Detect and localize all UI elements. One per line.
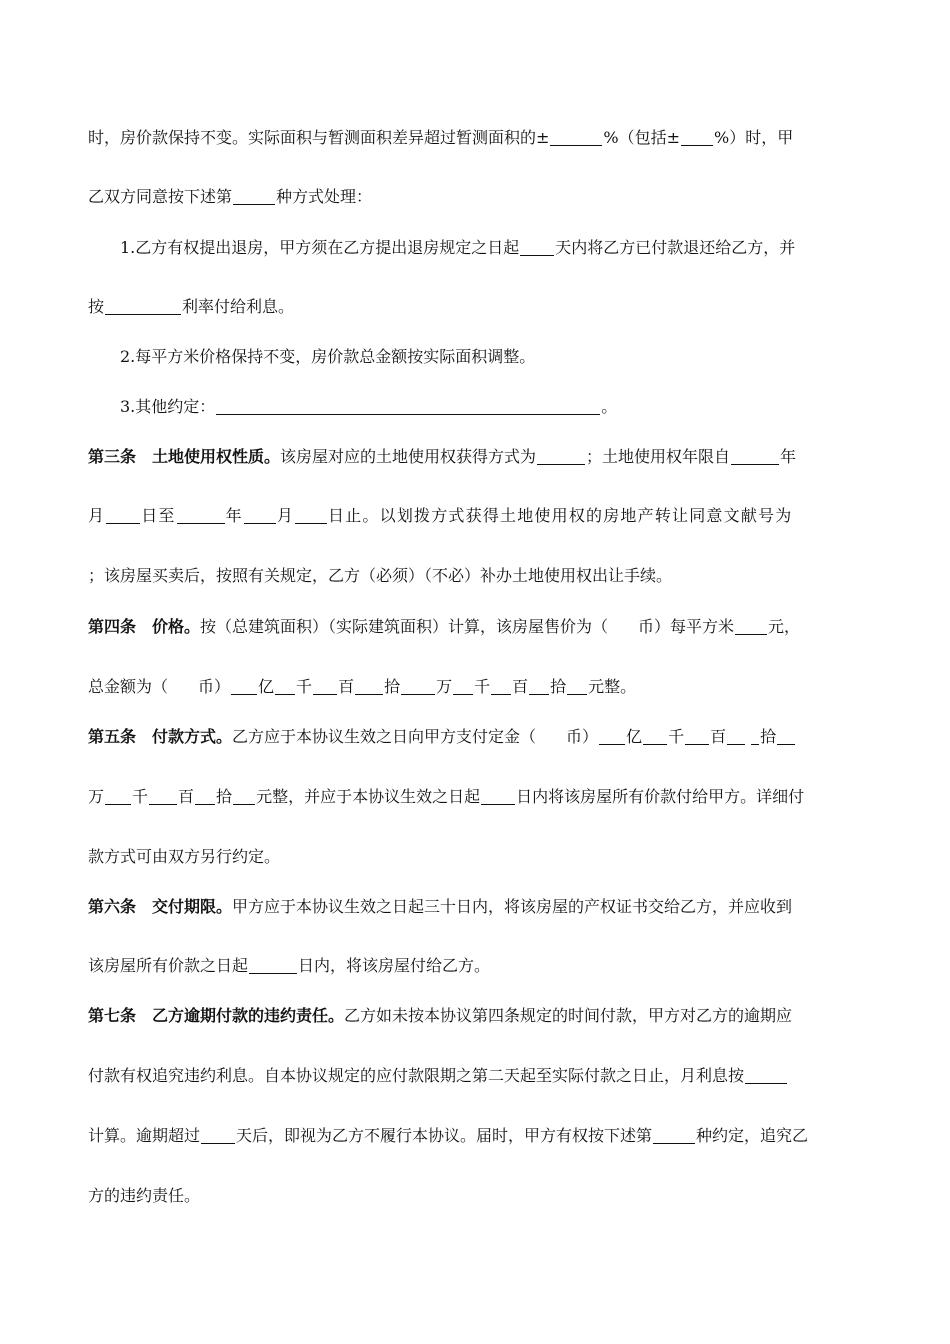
fill-blank[interactable] bbox=[653, 1127, 695, 1144]
fill-blank[interactable] bbox=[491, 678, 511, 695]
fill-blank[interactable] bbox=[106, 507, 140, 524]
text: 日止。以划拨方式获得土地使用权的房地产转让同意文献号为 bbox=[328, 506, 793, 525]
fill-blank[interactable] bbox=[599, 728, 625, 745]
article-4-line-2 bbox=[88, 677, 862, 697]
fill-blank[interactable] bbox=[685, 728, 709, 745]
text: 种约定，追究乙 bbox=[696, 1126, 809, 1145]
text: 甲方应于本协议生效之日起三十日内，将该房屋的产权证书交给乙方，并应收到 bbox=[232, 897, 793, 916]
text: 拾 bbox=[550, 677, 567, 696]
option-line-1 bbox=[120, 238, 862, 258]
text: 付款有权追究违约利息。自本协议规定的应付款限期之第二天起至实际付款之日止，月利息按 bbox=[88, 1066, 745, 1085]
fill-blank[interactable] bbox=[216, 398, 600, 415]
fill-blank[interactable] bbox=[777, 728, 795, 745]
article-6-line-1 bbox=[88, 897, 862, 917]
article-3-line-3 bbox=[88, 566, 862, 586]
article-7-line-1 bbox=[88, 1006, 862, 1026]
text: 万 bbox=[88, 787, 105, 806]
text: 年 bbox=[225, 506, 243, 525]
fill-blank[interactable] bbox=[550, 129, 602, 146]
article-3-line-2 bbox=[88, 506, 862, 526]
article-3-line-1 bbox=[88, 447, 862, 467]
fill-blank[interactable] bbox=[201, 1127, 235, 1144]
text: 拾 bbox=[216, 787, 233, 806]
text: 天内将乙方已付款退还给乙方，并 bbox=[555, 238, 796, 257]
article-5-line-2 bbox=[88, 787, 862, 807]
text: 种方式处理： bbox=[276, 187, 373, 206]
paragraph-line bbox=[88, 297, 862, 317]
text: 2.每平方米价格保持不变，房价款总金额按实际面积调整。 bbox=[120, 347, 536, 366]
paragraph-line bbox=[88, 128, 862, 148]
article-7-heading: 第七条 乙方逾期付款的违约责任。 bbox=[88, 1006, 345, 1025]
fill-blank[interactable] bbox=[520, 239, 554, 256]
text: 乙方应于本协议生效之日向甲方支付定金（ bbox=[232, 727, 537, 746]
text: 利率付给利息。 bbox=[182, 297, 295, 316]
fill-blank[interactable] bbox=[244, 507, 276, 524]
article-5-heading: 第五条 付款方式。 bbox=[88, 727, 233, 746]
text: 币） bbox=[198, 677, 231, 696]
fill-blank[interactable] bbox=[233, 788, 255, 805]
text: 日内将该房屋所有价款付给甲方。详细付 bbox=[516, 787, 805, 806]
text: 按 bbox=[88, 297, 105, 316]
text: 该房屋对应的土地使用权获得方式为 bbox=[280, 447, 537, 466]
text: 百 bbox=[178, 787, 195, 806]
text: 1.乙方有权提出退房，甲方须在乙方提出退房规定之日起 bbox=[120, 238, 520, 257]
paragraph-line bbox=[88, 187, 862, 207]
article-5-line-3 bbox=[88, 847, 862, 867]
text: 拾 bbox=[760, 727, 777, 746]
fill-blank[interactable] bbox=[567, 678, 587, 695]
text: 3.其他约定： bbox=[120, 397, 216, 416]
text: 乙双方同意按下述第 bbox=[88, 187, 233, 206]
option-line-2 bbox=[120, 347, 862, 367]
text: 天后，即视为乙方不履行本协议。届时，甲方有权按下述第 bbox=[236, 1126, 653, 1145]
fill-blank[interactable] bbox=[149, 788, 177, 805]
text: 按（总建筑面积）（实际建筑面积）计算，该房屋售价为（ bbox=[200, 617, 609, 636]
text: 款方式可由双方另行约定。 bbox=[88, 847, 281, 866]
fill-blank[interactable] bbox=[233, 188, 275, 205]
text: 亿 bbox=[626, 727, 643, 746]
text: 百 bbox=[512, 677, 529, 696]
text: 日至 bbox=[141, 506, 176, 525]
text: 方的违约责任。 bbox=[88, 1186, 201, 1205]
fill-blank[interactable] bbox=[481, 788, 515, 805]
text: 乙方如未按本协议第四条规定的时间付款，甲方对乙方的逾期应 bbox=[344, 1006, 793, 1025]
text: 千 bbox=[296, 677, 313, 696]
text: %（包括± bbox=[603, 128, 681, 147]
option-line-3 bbox=[120, 397, 862, 417]
article-4-line-1 bbox=[88, 617, 862, 637]
fill-blank[interactable] bbox=[275, 678, 295, 695]
text: 总金额为（ bbox=[88, 677, 169, 696]
text: %）时，甲 bbox=[714, 128, 794, 147]
fill-blank[interactable] bbox=[453, 678, 473, 695]
text: 币） bbox=[566, 727, 599, 746]
text: 百 bbox=[710, 727, 727, 746]
fill-blank[interactable] bbox=[355, 678, 383, 695]
fill-blank[interactable] bbox=[731, 448, 779, 465]
text: 币）每平方米 bbox=[638, 617, 735, 636]
fill-blank[interactable] bbox=[177, 507, 225, 524]
text: 元整，并应于本协议生效之日起 bbox=[256, 787, 481, 806]
fill-blank[interactable] bbox=[745, 1067, 787, 1084]
article-6-heading: 第六条 交付期限。 bbox=[88, 897, 233, 916]
fill-blank[interactable] bbox=[105, 788, 131, 805]
text: 亿 bbox=[258, 677, 275, 696]
fill-blank[interactable] bbox=[195, 788, 215, 805]
text: 拾 bbox=[384, 677, 401, 696]
fill-blank[interactable] bbox=[727, 728, 745, 745]
article-6-line-2 bbox=[88, 956, 862, 976]
text: 元， bbox=[768, 617, 801, 636]
fill-blank[interactable] bbox=[231, 678, 257, 695]
article-5-line-1 bbox=[88, 727, 862, 747]
fill-blank[interactable] bbox=[105, 298, 181, 315]
fill-blank[interactable] bbox=[249, 957, 297, 974]
text: 计算。逾期超过 bbox=[88, 1126, 201, 1145]
text: 元整。 bbox=[588, 677, 637, 696]
article-3-heading: 第三条 土地使用权性质。 bbox=[88, 447, 281, 466]
text: ；土地使用权年限自 bbox=[586, 447, 731, 466]
text: 月 bbox=[88, 506, 106, 525]
text: 千 bbox=[474, 677, 491, 696]
fill-blank[interactable] bbox=[643, 728, 667, 745]
text: 千 bbox=[668, 727, 685, 746]
text: 日内，将该房屋付给乙方。 bbox=[298, 956, 491, 975]
fill-blank[interactable] bbox=[295, 507, 327, 524]
text: 。 bbox=[601, 397, 618, 416]
article-7-line-4 bbox=[88, 1186, 862, 1206]
text: 月 bbox=[276, 506, 295, 525]
text: 百 bbox=[338, 677, 355, 696]
fill-blank[interactable] bbox=[735, 618, 767, 635]
text: 年 bbox=[780, 447, 797, 466]
article-4-heading: 第四条 价格。 bbox=[88, 617, 201, 636]
fill-blank[interactable] bbox=[529, 678, 549, 695]
fill-blank[interactable] bbox=[313, 678, 337, 695]
text: 万 bbox=[436, 677, 453, 696]
fill-blank[interactable] bbox=[401, 678, 435, 695]
fill-blank[interactable] bbox=[751, 728, 759, 745]
fill-blank[interactable] bbox=[537, 448, 585, 465]
text: 该房屋所有价款之日起 bbox=[88, 956, 249, 975]
fill-blank[interactable] bbox=[681, 129, 713, 146]
article-7-line-2 bbox=[88, 1066, 862, 1086]
text: ；该房屋买卖后，按照有关规定，乙方（必须）（不必）补办土地使用权出让手续。 bbox=[88, 566, 673, 585]
text: 千 bbox=[132, 787, 149, 806]
article-7-line-3 bbox=[88, 1126, 862, 1146]
text: 时，房价款保持不变。实际面积与暂测面积差异超过暂测面积的± bbox=[88, 128, 550, 147]
